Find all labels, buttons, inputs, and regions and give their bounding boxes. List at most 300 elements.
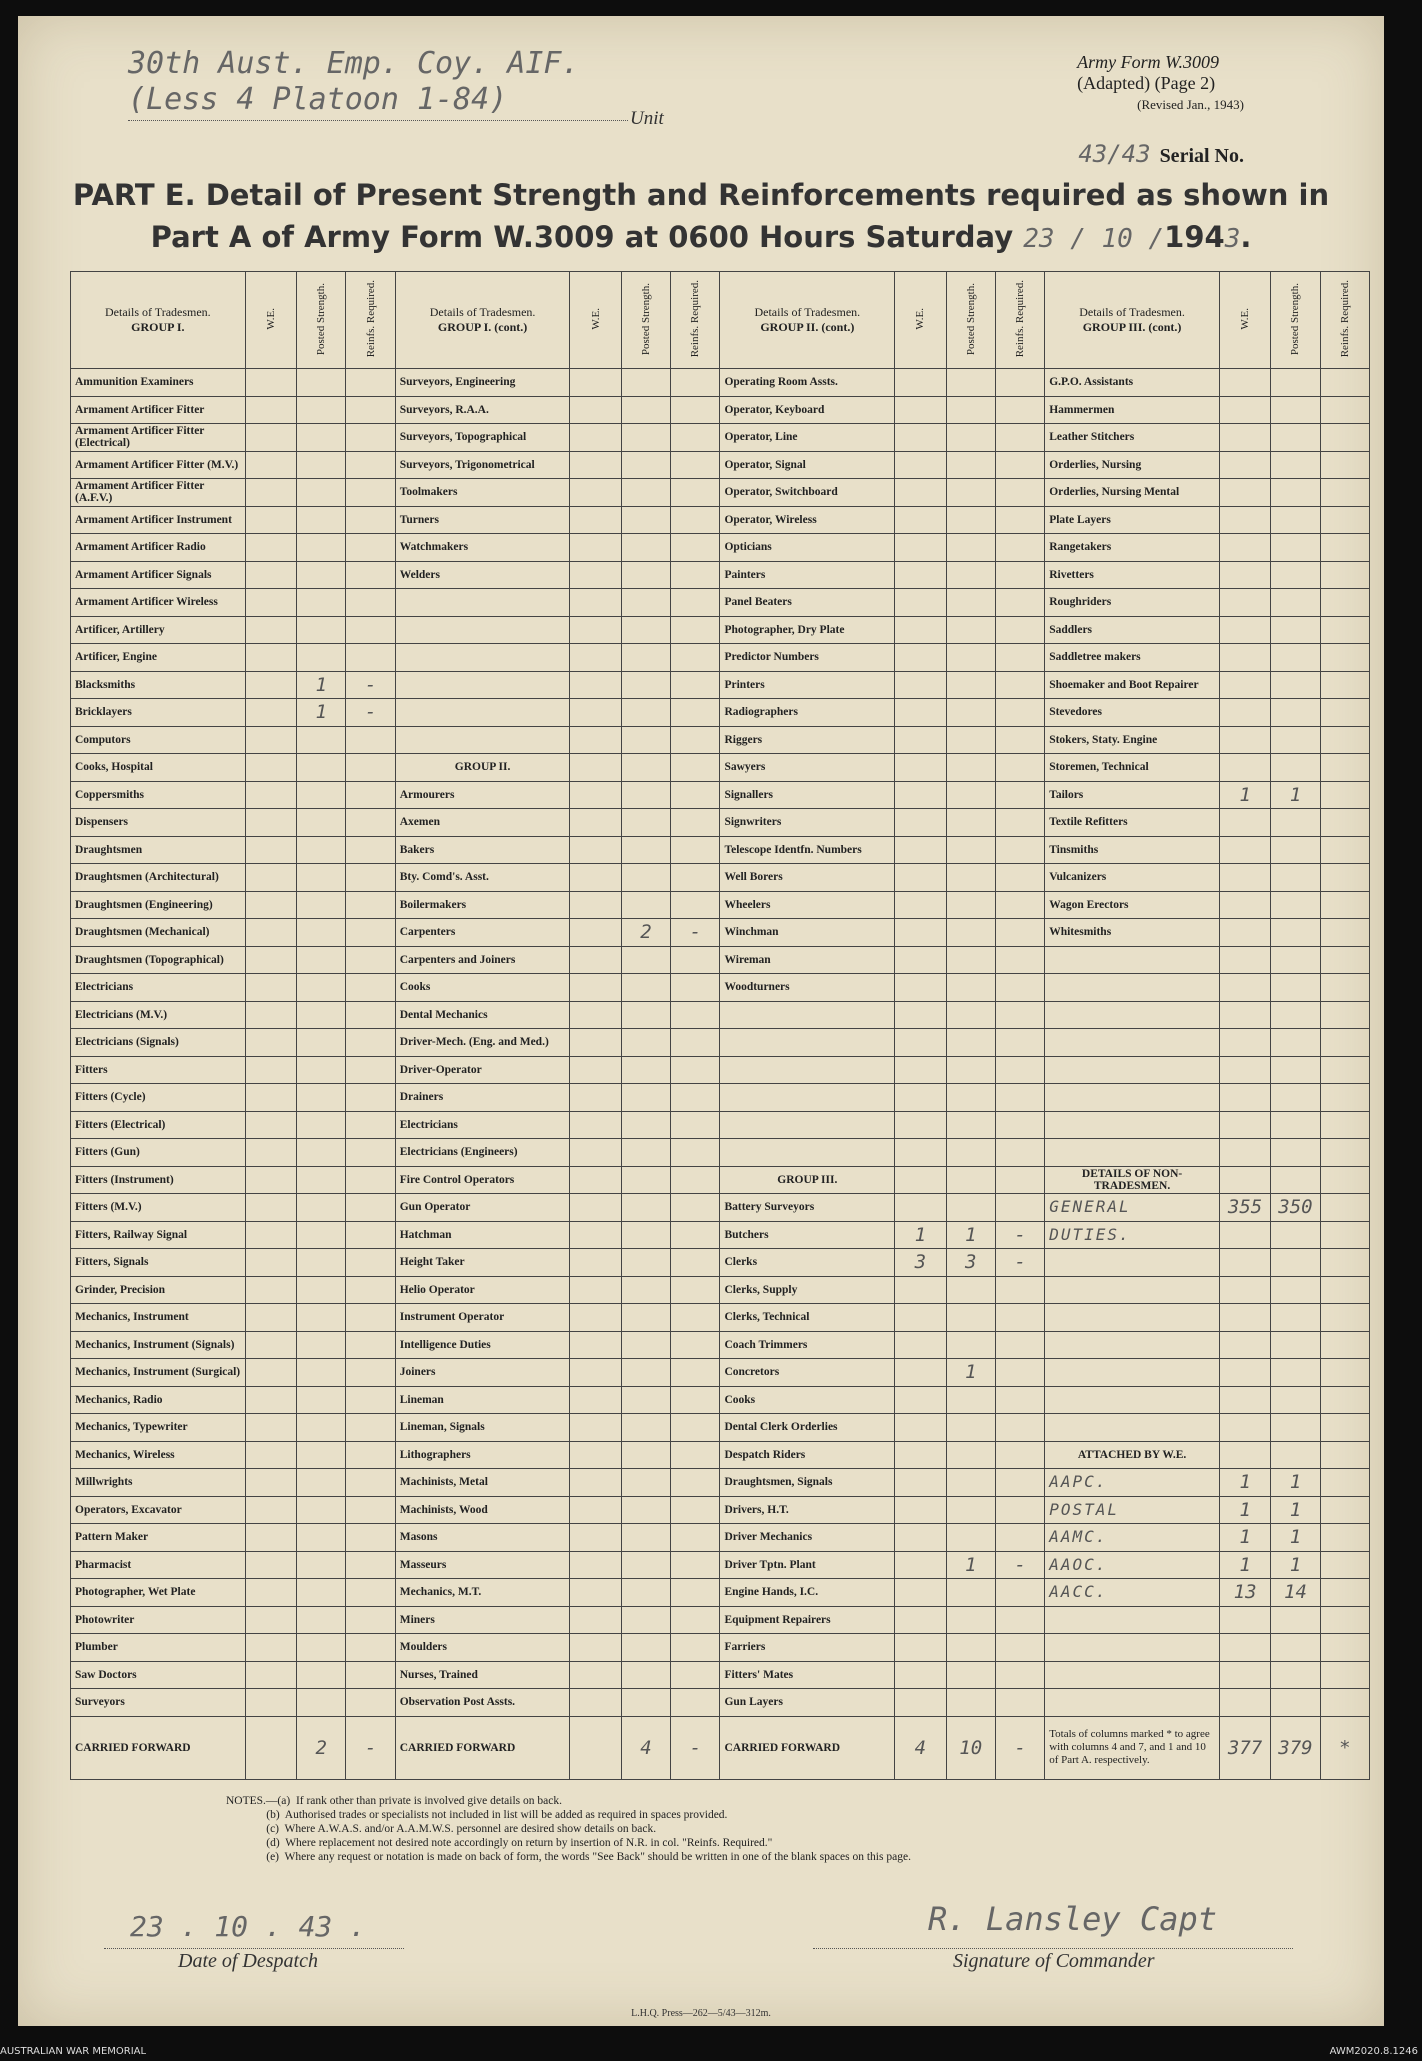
we-cell — [895, 534, 946, 562]
we-cell — [570, 1304, 621, 1332]
posted-cell — [621, 451, 670, 479]
posted-cell — [621, 1524, 670, 1552]
table-row — [71, 1634, 1370, 1662]
trade-name-cell: Hammermen — [1045, 396, 1220, 424]
unit-handwritten-line2: (Less 4 Platoon 1-84) — [128, 82, 508, 117]
trade-name-cell: Armourers — [395, 781, 570, 809]
trade-name-cell: Plumber — [71, 1634, 246, 1662]
posted-cell — [1271, 424, 1320, 452]
serial-handwritten: 43/43 — [1078, 140, 1151, 168]
posted-cell — [621, 369, 670, 397]
trade-name-cell: Telescope Identfn. Numbers — [720, 836, 895, 864]
reinfs-cell — [346, 1689, 395, 1717]
we-cell — [895, 1496, 946, 1524]
trade-name-cell: Vulcanizers — [1045, 864, 1220, 892]
reinfs-cell — [671, 1689, 720, 1717]
posted-cell — [297, 809, 346, 837]
reinfs-cell — [1320, 809, 1369, 837]
trade-name-cell: Surveyors, Topographical — [395, 424, 570, 452]
reinfs-cell — [671, 1249, 720, 1277]
reinfs-cell — [1320, 974, 1369, 1002]
reinfs-cell — [995, 451, 1044, 479]
reinfs-cell — [1320, 781, 1369, 809]
trade-name-cell — [395, 699, 570, 727]
table-row — [71, 726, 1370, 754]
table-row — [71, 1414, 1370, 1442]
reinfs-cell — [995, 644, 1044, 672]
we-cell — [1219, 891, 1270, 919]
trade-name-cell: Blacksmiths — [71, 671, 246, 699]
trade-name-cell — [395, 644, 570, 672]
we-cell — [570, 1524, 621, 1552]
posted-cell — [621, 589, 670, 617]
reinfs-cell — [346, 589, 395, 617]
col-header-reinfs: Reinfs. Required. — [346, 272, 395, 369]
we-cell — [245, 1441, 296, 1469]
posted-cell — [1271, 809, 1320, 837]
reinfs-cell — [1320, 946, 1369, 974]
trade-name-cell: AAMC. — [1045, 1524, 1220, 1552]
total-we-1 — [245, 1716, 296, 1779]
trade-name-cell: Masseurs — [395, 1551, 570, 1579]
trade-name-cell: Electricians (M.V.) — [71, 1001, 246, 1029]
reinfs-cell — [1320, 1551, 1369, 1579]
we-cell — [895, 1551, 946, 1579]
reinfs-cell — [671, 781, 720, 809]
trade-name-cell — [1045, 1111, 1220, 1139]
trade-name-cell: Orderlies, Nursing — [1045, 451, 1220, 479]
reinfs-cell — [346, 1139, 395, 1167]
trade-name-cell: Driver-Mech. (Eng. and Med.) — [395, 1029, 570, 1057]
reinfs-cell — [671, 1386, 720, 1414]
posted-cell — [621, 506, 670, 534]
reinfs-cell — [671, 1579, 720, 1607]
posted-cell: 1 — [1271, 1469, 1320, 1497]
reinfs-cell — [995, 1441, 1044, 1469]
reinfs-cell: - — [346, 671, 395, 699]
we-cell — [570, 781, 621, 809]
trade-name-cell — [1045, 1606, 1220, 1634]
posted-cell — [946, 809, 995, 837]
posted-cell — [297, 1469, 346, 1497]
trade-name-cell — [1045, 1056, 1220, 1084]
we-cell — [1219, 1331, 1270, 1359]
we-cell — [245, 1139, 296, 1167]
carried-forward-label: CARRIED FORWARD — [720, 1716, 895, 1779]
table-row — [71, 1496, 1370, 1524]
we-cell — [895, 1139, 946, 1167]
posted-cell — [621, 1194, 670, 1222]
reinfs-cell — [995, 1029, 1044, 1057]
trade-name-cell: Stevedores — [1045, 699, 1220, 727]
trade-name-cell: Artificer, Engine — [71, 644, 246, 672]
we-cell: 3 — [895, 1249, 946, 1277]
col-header-we: W.E. — [570, 272, 621, 369]
posted-cell — [621, 1084, 670, 1112]
trade-name-cell: Electricians — [71, 974, 246, 1002]
posted-cell — [946, 534, 995, 562]
reinfs-cell — [346, 1524, 395, 1552]
we-cell — [895, 1304, 946, 1332]
trade-name-cell: Draughtsmen (Architectural) — [71, 864, 246, 892]
table-row — [71, 836, 1370, 864]
posted-cell — [946, 1111, 995, 1139]
trade-name-cell: Equipment Repairers — [720, 1606, 895, 1634]
trade-name-cell: Observation Post Assts. — [395, 1689, 570, 1717]
table-row — [71, 1056, 1370, 1084]
posted-cell — [621, 671, 670, 699]
trade-name-cell: Electricians — [395, 1111, 570, 1139]
we-cell — [570, 1386, 621, 1414]
trade-name-cell: Electricians (Signals) — [71, 1029, 246, 1057]
trade-name-cell — [720, 1084, 895, 1112]
unit-handwritten — [128, 46, 580, 118]
we-cell — [1219, 1111, 1270, 1139]
reinfs-cell — [995, 1579, 1044, 1607]
we-cell — [245, 1194, 296, 1222]
reinfs-cell — [671, 974, 720, 1002]
we-cell — [1219, 1386, 1270, 1414]
reinfs-cell — [671, 1331, 720, 1359]
reinfs-cell — [995, 1661, 1044, 1689]
reinfs-cell — [671, 1469, 720, 1497]
we-cell — [570, 1496, 621, 1524]
posted-cell — [297, 781, 346, 809]
trade-name-cell: Dispensers — [71, 809, 246, 837]
reinfs-cell — [346, 1166, 395, 1194]
trade-name-cell: Painters — [720, 561, 895, 589]
we-cell — [245, 644, 296, 672]
posted-cell — [1271, 946, 1320, 974]
reinfs-cell — [1320, 451, 1369, 479]
trade-name-cell: Intelligence Duties — [395, 1331, 570, 1359]
we-cell — [570, 726, 621, 754]
we-cell — [895, 726, 946, 754]
table-row — [71, 1606, 1370, 1634]
trade-name-cell — [720, 1111, 895, 1139]
trade-name-cell: Draughtsmen (Topographical) — [71, 946, 246, 974]
posted-cell — [297, 1661, 346, 1689]
trade-name-cell: Surveyors, R.A.A. — [395, 396, 570, 424]
posted-cell — [621, 1111, 670, 1139]
trade-name-cell: Rangetakers — [1045, 534, 1220, 562]
posted-cell — [1271, 754, 1320, 782]
carried-forward-row — [71, 1716, 1370, 1779]
trade-name-cell: Fitters (Cycle) — [71, 1084, 246, 1112]
we-cell — [570, 1579, 621, 1607]
posted-cell — [621, 1249, 670, 1277]
reinfs-cell — [346, 1111, 395, 1139]
reinfs-cell — [346, 864, 395, 892]
we-cell — [1219, 479, 1270, 507]
trade-name-cell: Turners — [395, 506, 570, 534]
we-cell — [570, 1359, 621, 1387]
we-cell — [245, 1661, 296, 1689]
we-cell — [245, 1469, 296, 1497]
posted-cell — [621, 809, 670, 837]
trade-name-cell: Operator, Wireless — [720, 506, 895, 534]
trade-name-cell: Draughtsmen (Mechanical) — [71, 919, 246, 947]
we-cell — [1219, 864, 1270, 892]
we-cell — [1219, 1661, 1270, 1689]
reinfs-cell — [671, 699, 720, 727]
col-header-group3-cont: Details of Tradesmen. GROUP III. (cont.) — [1045, 272, 1220, 369]
posted-cell — [946, 1166, 995, 1194]
reinfs-cell — [671, 1166, 720, 1194]
posted-cell: 350 — [1271, 1194, 1320, 1222]
reinfs-cell — [1320, 1606, 1369, 1634]
trade-name-cell: Butchers — [720, 1221, 895, 1249]
reinfs-cell — [346, 1359, 395, 1387]
trade-name-cell: Clerks, Technical — [720, 1304, 895, 1332]
posted-cell — [946, 699, 995, 727]
posted-cell: 1 — [297, 671, 346, 699]
posted-cell — [621, 1579, 670, 1607]
reinfs-cell — [1320, 1634, 1369, 1662]
reinfs-cell — [1320, 1579, 1369, 1607]
posted-cell — [1271, 1029, 1320, 1057]
trade-name-cell: Moulders — [395, 1634, 570, 1662]
posted-cell — [946, 1524, 995, 1552]
posted-cell — [1271, 671, 1320, 699]
posted-cell — [946, 1331, 995, 1359]
posted-cell — [297, 1689, 346, 1717]
we-cell — [1219, 974, 1270, 1002]
trade-name-cell: Surveyors, Trigonometrical — [395, 451, 570, 479]
reinfs-cell — [671, 1414, 720, 1442]
we-cell — [245, 1056, 296, 1084]
we-cell — [1219, 1414, 1270, 1442]
col-header-we: W.E. — [245, 272, 296, 369]
reinfs-cell — [346, 561, 395, 589]
reinfs-cell — [1320, 1386, 1369, 1414]
unit-label: Unit — [630, 108, 664, 129]
we-cell — [570, 1139, 621, 1167]
posted-cell — [297, 1056, 346, 1084]
we-cell — [570, 451, 621, 479]
we-cell — [895, 561, 946, 589]
we-cell — [570, 1661, 621, 1689]
posted-cell — [621, 974, 670, 1002]
table-body — [71, 369, 1370, 1717]
trade-name-cell: Shoemaker and Boot Repairer — [1045, 671, 1220, 699]
reinfs-cell — [346, 1496, 395, 1524]
trade-name-cell: Saddlers — [1045, 616, 1220, 644]
posted-cell — [297, 836, 346, 864]
total-reinfs-3: - — [995, 1716, 1044, 1779]
trade-name-cell — [1045, 1634, 1220, 1662]
posted-cell — [621, 1221, 670, 1249]
trade-name-cell: Storemen, Technical — [1045, 754, 1220, 782]
reinfs-cell — [346, 1029, 395, 1057]
trade-name-cell: Joiners — [395, 1359, 570, 1387]
we-cell — [245, 616, 296, 644]
trade-name-cell: Mechanics, Radio — [71, 1386, 246, 1414]
reinfs-cell — [995, 479, 1044, 507]
table-row — [71, 1331, 1370, 1359]
we-cell — [895, 396, 946, 424]
reinfs-cell — [346, 919, 395, 947]
trade-name-cell: Fitters (M.V.) — [71, 1194, 246, 1222]
table-row — [71, 451, 1370, 479]
posted-cell — [621, 396, 670, 424]
trade-name-cell — [1045, 1689, 1220, 1717]
we-cell — [570, 809, 621, 837]
posted-cell — [297, 754, 346, 782]
trade-name-cell: Cooks — [395, 974, 570, 1002]
reinfs-cell — [346, 754, 395, 782]
trade-name-cell: Bty. Comd's. Asst. — [395, 864, 570, 892]
posted-cell — [621, 1386, 670, 1414]
trade-name-cell: Lineman, Signals — [395, 1414, 570, 1442]
we-cell — [895, 616, 946, 644]
trade-name-cell — [1045, 1001, 1220, 1029]
note-e: (e) Where any request or notation is made on back of form, the words "See Back" should be written in one of the blank spaces on this page. — [226, 1851, 911, 1863]
trade-name-cell: Well Borers — [720, 864, 895, 892]
reinfs-cell — [671, 1496, 720, 1524]
posted-cell — [1271, 534, 1320, 562]
we-cell — [1219, 1276, 1270, 1304]
trade-name-cell: Axemen — [395, 809, 570, 837]
we-cell — [570, 974, 621, 1002]
trade-name-cell: Operators, Excavator — [71, 1496, 246, 1524]
reinfs-cell — [671, 1524, 720, 1552]
table-row — [71, 1084, 1370, 1112]
reinfs-cell — [1320, 506, 1369, 534]
reinfs-cell — [995, 1359, 1044, 1387]
we-cell — [245, 1221, 296, 1249]
tradesmen-table — [70, 271, 1370, 1780]
trade-name-cell — [395, 671, 570, 699]
posted-cell — [297, 1194, 346, 1222]
we-cell — [570, 864, 621, 892]
reinfs-cell — [995, 1606, 1044, 1634]
trade-name-cell: Carpenters — [395, 919, 570, 947]
serial-label: Serial No. — [1159, 145, 1244, 167]
we-cell — [245, 479, 296, 507]
trade-name-cell — [720, 1029, 895, 1057]
posted-cell — [621, 1331, 670, 1359]
col-header-reinfs: Reinfs. Required. — [671, 272, 720, 369]
we-cell — [570, 699, 621, 727]
posted-cell — [621, 946, 670, 974]
commander-signature: R. Lansley Capt — [928, 1900, 1217, 1938]
we-cell — [245, 809, 296, 837]
trade-name-cell: Bakers — [395, 836, 570, 864]
trade-name-cell: Operator, Switchboard — [720, 479, 895, 507]
trade-name-cell: Welders — [395, 561, 570, 589]
we-cell — [895, 946, 946, 974]
reinfs-cell — [1320, 1469, 1369, 1497]
trade-name-cell: Predictor Numbers — [720, 644, 895, 672]
table-header-row — [71, 272, 1370, 369]
reinfs-cell — [671, 1276, 720, 1304]
we-cell — [245, 561, 296, 589]
trade-name-cell: Wireman — [720, 946, 895, 974]
trade-name-cell: Woodturners — [720, 974, 895, 1002]
we-cell — [570, 1166, 621, 1194]
we-cell — [1219, 809, 1270, 837]
posted-cell — [1271, 1661, 1320, 1689]
we-cell: 1 — [895, 1221, 946, 1249]
reinfs-cell — [671, 1634, 720, 1662]
reinfs-cell — [346, 974, 395, 1002]
posted-cell — [621, 1634, 670, 1662]
we-cell — [245, 864, 296, 892]
trade-name-cell: Fitters — [71, 1056, 246, 1084]
we-cell — [895, 1194, 946, 1222]
reinfs-cell — [671, 1221, 720, 1249]
we-cell — [895, 699, 946, 727]
we-cell — [570, 1276, 621, 1304]
posted-cell — [297, 1304, 346, 1332]
posted-cell — [621, 1469, 670, 1497]
reinfs-cell — [671, 1441, 720, 1469]
posted-cell — [297, 1166, 346, 1194]
archive-id: AWM2020.8.1246 — [1329, 2046, 1418, 2057]
posted-cell — [297, 561, 346, 589]
reinfs-cell — [346, 644, 395, 672]
table-row — [71, 1551, 1370, 1579]
we-cell — [245, 836, 296, 864]
we-cell — [570, 369, 621, 397]
reinfs-cell — [671, 1139, 720, 1167]
reinfs-cell — [995, 534, 1044, 562]
posted-cell — [621, 1606, 670, 1634]
reinfs-cell — [346, 1194, 395, 1222]
reinfs-cell — [995, 1276, 1044, 1304]
posted-cell — [621, 616, 670, 644]
reinfs-cell — [671, 1029, 720, 1057]
we-cell — [1219, 1056, 1270, 1084]
trade-name-cell: Draughtsmen, Signals — [720, 1469, 895, 1497]
reinfs-cell — [995, 589, 1044, 617]
reinfs-cell — [346, 1001, 395, 1029]
reinfs-cell — [346, 479, 395, 507]
reinfs-cell — [995, 809, 1044, 837]
posted-cell — [946, 424, 995, 452]
table-row — [71, 424, 1370, 452]
we-cell: 13 — [1219, 1579, 1270, 1607]
posted-cell — [946, 616, 995, 644]
posted-cell — [946, 451, 995, 479]
posted-cell: 1 — [946, 1221, 995, 1249]
posted-cell — [1271, 1359, 1320, 1387]
date-line — [104, 1948, 404, 1949]
posted-cell — [297, 919, 346, 947]
reinfs-cell — [1320, 396, 1369, 424]
trade-name-cell: Clerks — [720, 1249, 895, 1277]
trade-name-cell: Masons — [395, 1524, 570, 1552]
posted-cell — [946, 561, 995, 589]
title-year-handwritten: 3 — [1224, 224, 1241, 254]
col-header-posted: Posted Strength. — [297, 272, 346, 369]
we-cell — [1219, 396, 1270, 424]
trade-name-cell: Engine Hands, I.C. — [720, 1579, 895, 1607]
posted-cell — [621, 1056, 670, 1084]
posted-cell — [297, 451, 346, 479]
reinfs-cell — [671, 644, 720, 672]
table-row — [71, 1029, 1370, 1057]
posted-cell — [297, 974, 346, 1002]
we-cell — [245, 1111, 296, 1139]
reinfs-cell — [995, 561, 1044, 589]
trade-name-cell: Dental Mechanics — [395, 1001, 570, 1029]
reinfs-cell — [995, 1524, 1044, 1552]
posted-cell — [621, 1276, 670, 1304]
posted-cell — [297, 1579, 346, 1607]
posted-cell — [621, 1029, 670, 1057]
